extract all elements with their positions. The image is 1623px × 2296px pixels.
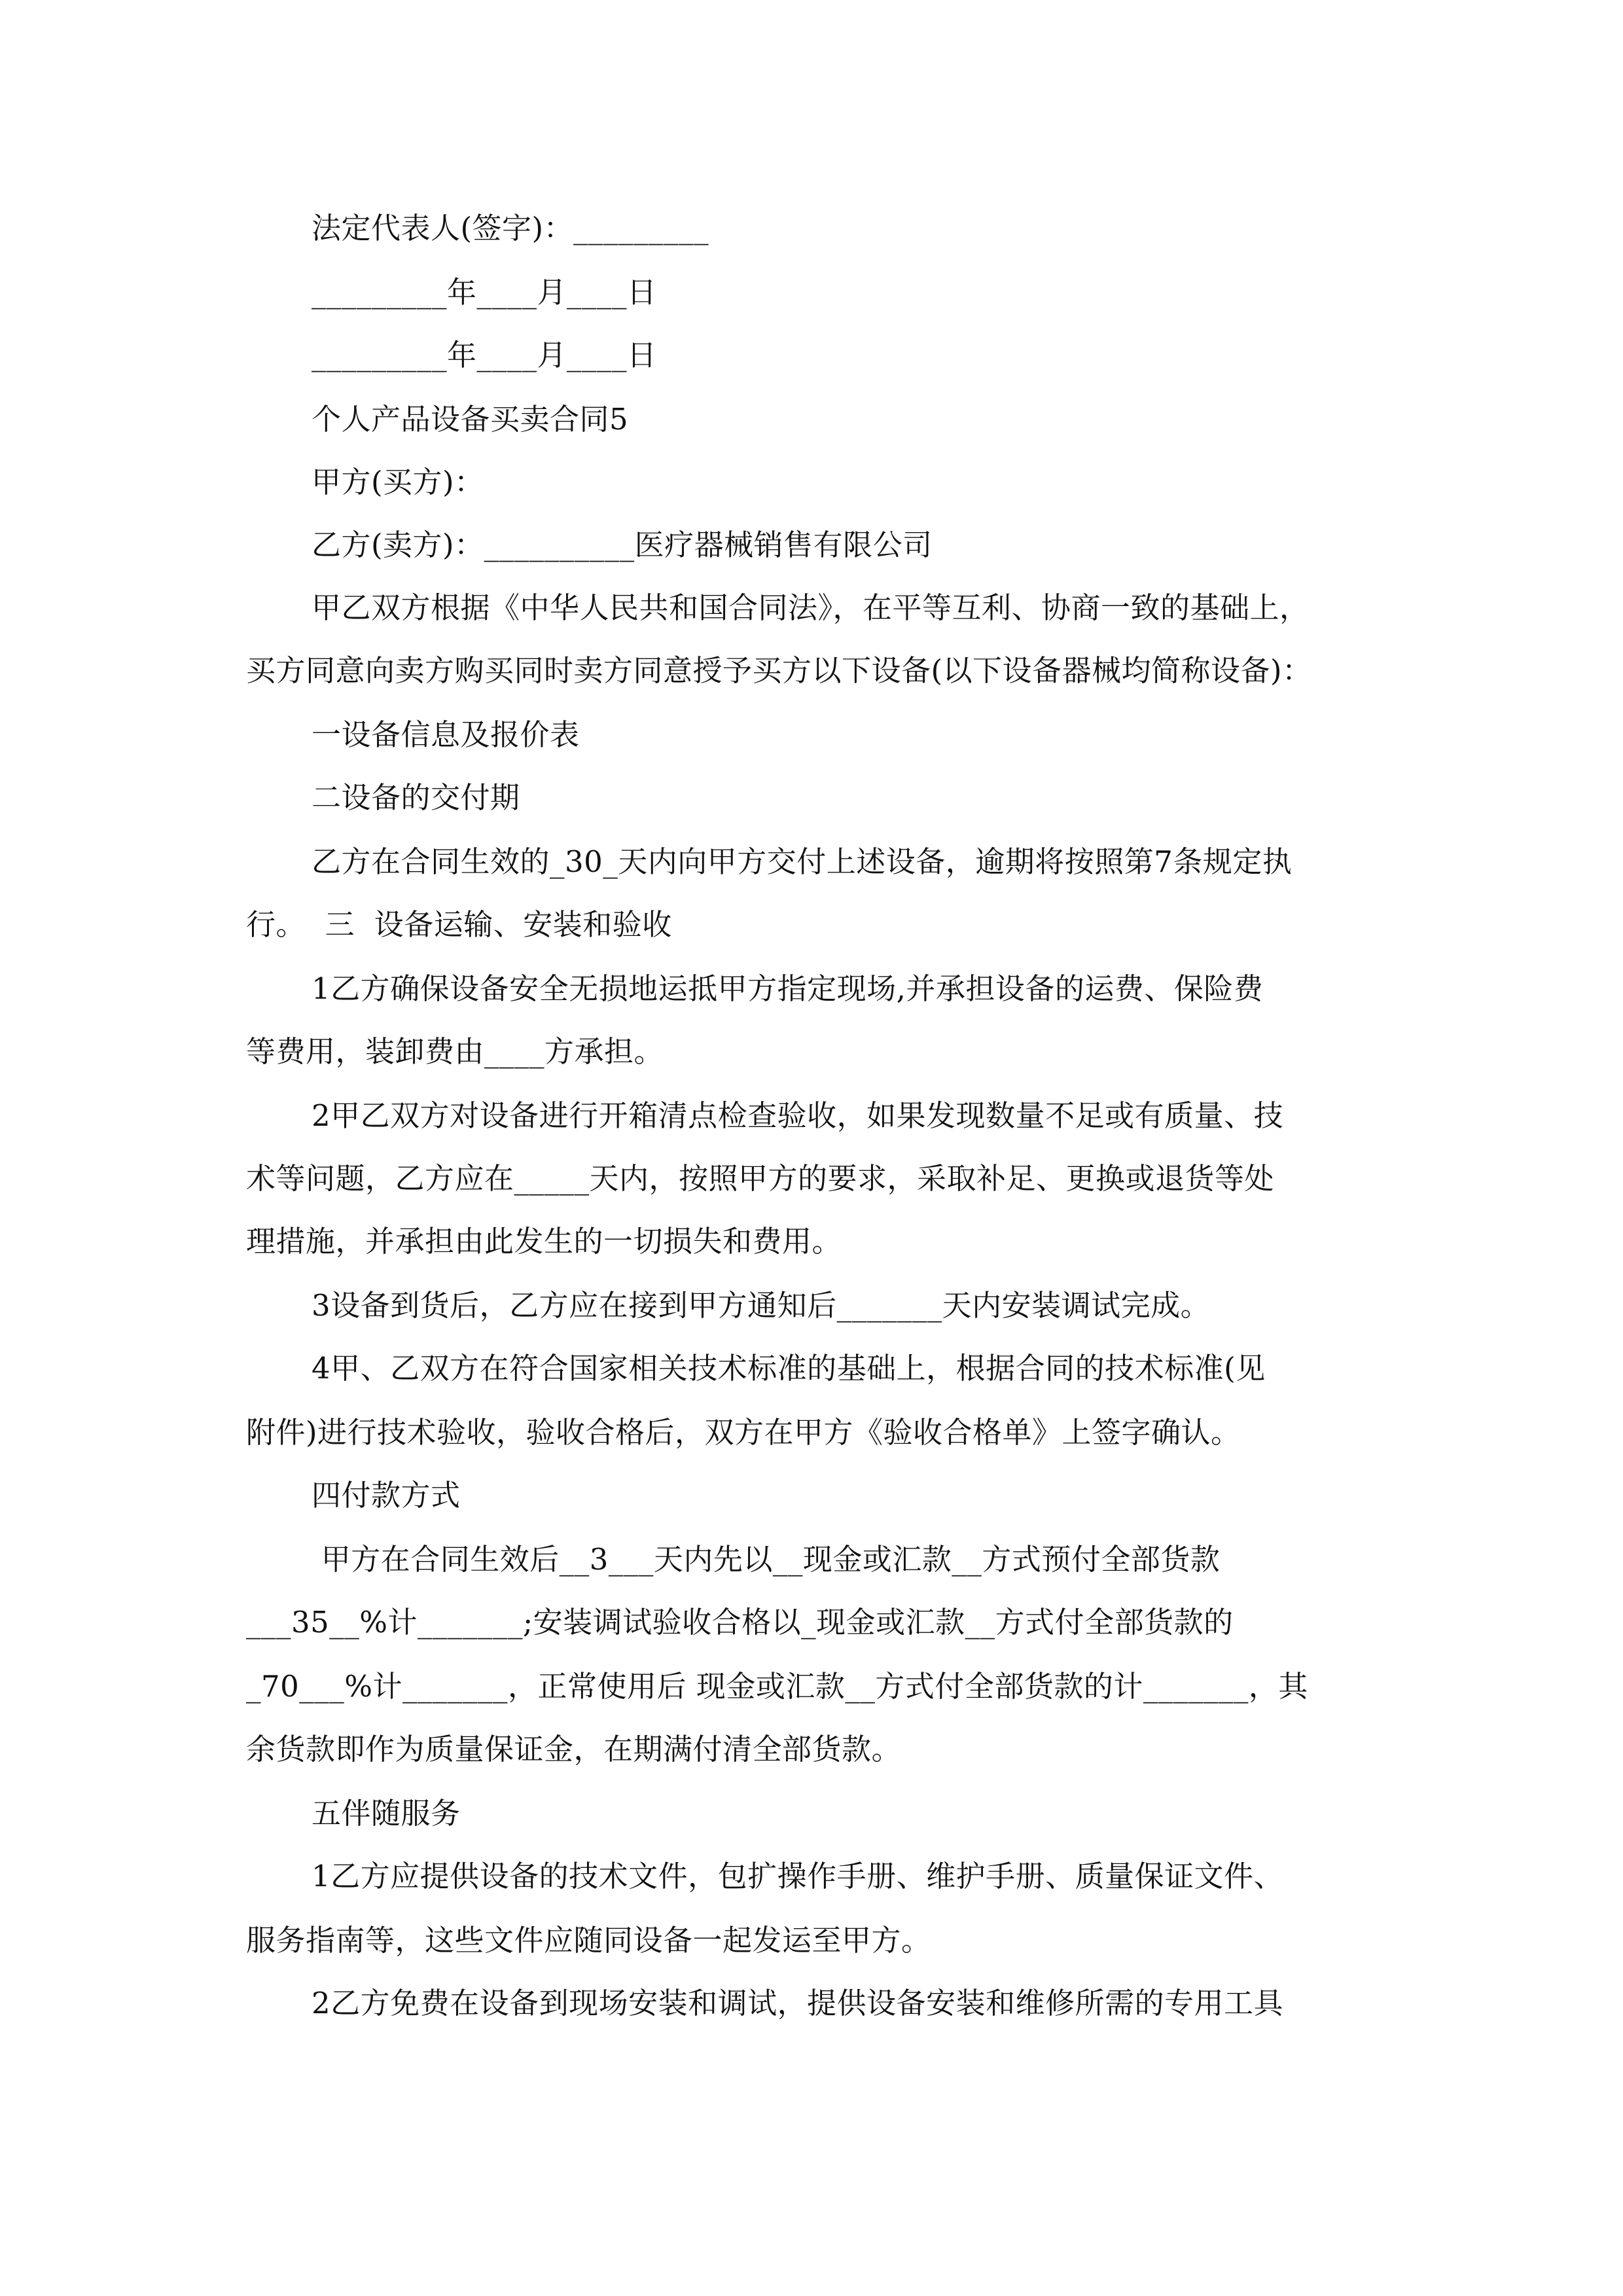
payment-line-3: _70___%计_______，正常使用后 现金或汇款__方式付全部货款的计_______，其 (246, 1669, 1308, 1704)
transport-clause-4-line-1: 4甲、乙双方在符合国家相关技术标准的基础上，根据合同的技术标准(见 (312, 1351, 1266, 1386)
transport-clause-4-line-2: 附件)进行技术验收，验收合格后，双方在甲方《验收合格单》上签字确认。 (246, 1415, 1241, 1450)
party-b-line: 乙方(卖方)：__________医疗器械销售有限公司 (312, 528, 933, 562)
transport-clause-2-line-1: 2甲乙双方对设备进行开箱清点检查验收，如果发现数量不足或有质量、技 (312, 1098, 1284, 1133)
party-a-line: 甲方(买方)： (312, 465, 484, 499)
preamble-line-2: 买方同意向卖方购买同时卖方同意授予买方以下设备(以下设备器械均简称设备)： (246, 653, 1312, 688)
payment-line-4: 余货款即作为质量保证金，在期满付清全部货款。 (246, 1732, 902, 1767)
service-clause-2-line-1: 2乙方免费在设备到现场安装和调试，提供设备安装和维修所需的专用工具 (312, 1986, 1284, 2020)
transport-clause-1-line-2: 等费用，装卸费由____方承担。 (246, 1034, 664, 1069)
section-2-heading: 二设备的交付期 (312, 780, 520, 815)
date-line-1: _________年____月____日 (312, 275, 657, 310)
payment-line-2: ___35__%计_______;安装调试验收合格以_现金或汇款__方式付全部货款的 (246, 1605, 1234, 1640)
delivery-clause-line-2: 行。 三 设备运输、安装和验收 (246, 907, 672, 942)
transport-clause-3: 3设备到货后，乙方应在接到甲方通知后_______天内安装调试完成。 (312, 1288, 1211, 1323)
contract-title: 个人产品设备买卖合同5 (312, 402, 629, 437)
transport-clause-2-line-2: 术等问题，乙方应在_____天内，按照甲方的要求，采取补足、更换或退货等处 (246, 1161, 1275, 1196)
preamble-line-1: 甲乙双方根据《中华人民共和国合同法》，在平等互利、协商一致的基础上， (312, 590, 1310, 625)
section-4-heading: 四付款方式 (312, 1478, 461, 1513)
section-1-heading: 一设备信息及报价表 (312, 717, 580, 752)
service-clause-1-line-1: 1乙方应提供设备的技术文件，包扩操作手册、维护手册、质量保证文件、 (312, 1859, 1284, 1893)
transport-clause-1-line-1: 1乙方确保设备安全无损地运抵甲方指定现场,并承担设备的运费、保险费 (312, 971, 1264, 1006)
transport-clause-2-line-3: 理措施，并承担由此发生的一切损失和费用。 (246, 1224, 842, 1259)
date-line-2: _________年____月____日 (312, 338, 657, 372)
delivery-clause-line-1: 乙方在合同生效的_30_天内向甲方交付上述设备，逾期将按照第7条规定执 (312, 844, 1293, 879)
payment-line-1: 甲方在合同生效后__3___天内先以__现金或汇款__方式预付全部货款 (312, 1542, 1221, 1577)
section-5-heading: 五伴随服务 (312, 1796, 461, 1831)
service-clause-1-line-2: 服务指南等，这些文件应随同设备一起发运至甲方。 (246, 1923, 931, 1958)
legal-rep-signature-line: 法定代表人(签字)：_________ (312, 211, 709, 245)
